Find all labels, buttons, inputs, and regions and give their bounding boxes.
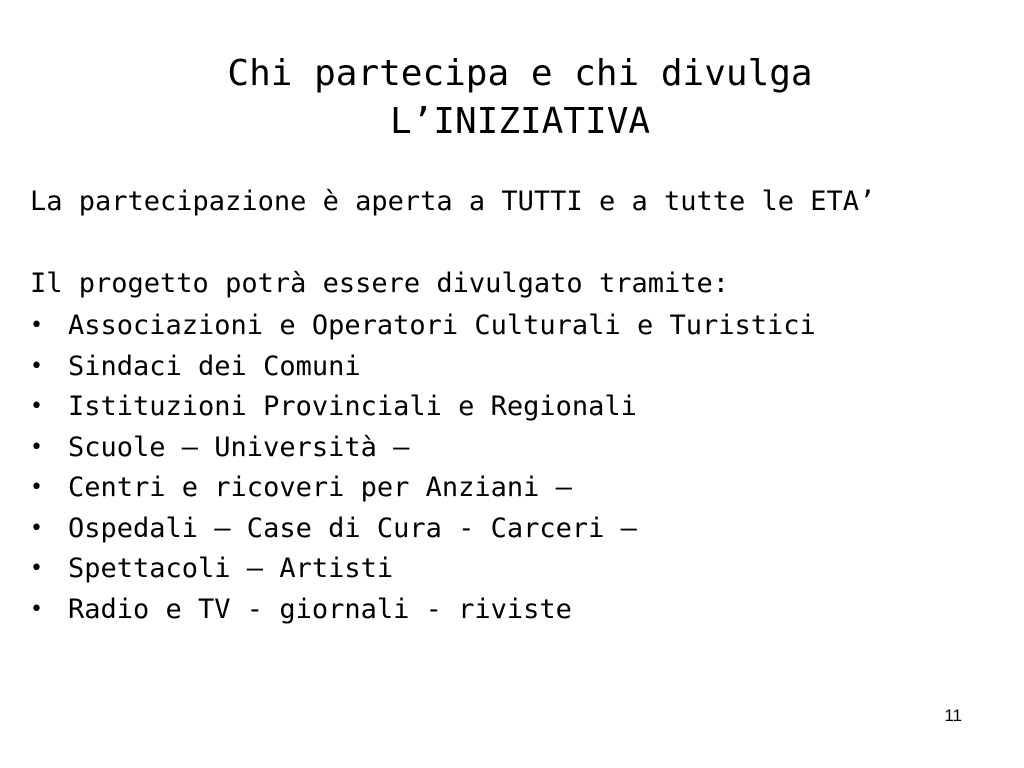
slide-title-line-1: Chi partecipa e chi divulga <box>227 53 813 94</box>
participation-statement: La partecipazione è aperta a TUTTI e a tutte le ETA’ <box>30 186 876 217</box>
bullet-icon: • <box>30 313 43 338</box>
bullet-icon: • <box>30 596 43 622</box>
list-item-text: Ospedali – Case di Cura - Carceri – <box>68 512 637 544</box>
slide-title <box>0 50 1024 146</box>
divulgation-lead: Il progetto potrà essere divulgato tramite: <box>30 268 729 299</box>
list-item <box>30 509 816 550</box>
list-item-text: Sindaci dei Comuni <box>68 350 361 382</box>
bullet-icon: • <box>30 394 43 419</box>
bullet-icon: • <box>30 434 43 460</box>
slide-title-line-2: L’INIZIATIVA <box>389 101 651 142</box>
list-item <box>30 549 816 590</box>
list-item <box>30 306 816 347</box>
list-item-text: Istituzioni Provinciali e Regionali <box>68 391 637 422</box>
bullet-icon: • <box>30 475 43 500</box>
list-item <box>30 347 816 388</box>
list-item-text: Spettacoli – Artisti <box>68 553 394 584</box>
list-item <box>30 387 816 428</box>
list-item <box>30 468 816 509</box>
bullet-icon: • <box>30 353 43 379</box>
bullet-icon: • <box>30 515 43 541</box>
divulgation-channel-list <box>30 306 816 630</box>
page-number: 11 <box>944 706 962 725</box>
list-item <box>30 428 816 469</box>
list-item-text: Radio e TV - giornali - riviste <box>68 593 572 625</box>
list-item <box>30 590 816 631</box>
bullet-icon: • <box>30 556 43 581</box>
list-item-text: Associazioni e Operatori Culturali e Turistici <box>68 310 816 341</box>
list-item-text: Centri e ricoveri per Anziani – <box>68 472 572 503</box>
list-item-text: Scuole – Università – <box>68 431 410 463</box>
